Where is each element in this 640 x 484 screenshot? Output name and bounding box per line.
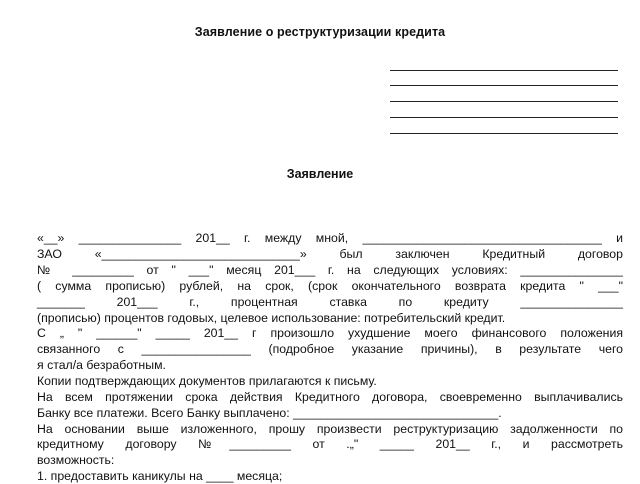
body-line: связанного с ________________ (подробное указание причины), в результате чего — [37, 342, 623, 356]
recipient-line — [390, 133, 618, 134]
document-title: Заявление о реструктуризации кредита — [194, 25, 446, 39]
body-line: возможность: — [37, 453, 115, 467]
statement-heading: Заявление — [286, 167, 354, 181]
body-line: 1. предоставить каникулы на ____ месяца; — [37, 469, 283, 483]
recipient-line — [390, 70, 618, 71]
recipient-line — [390, 85, 618, 86]
body-line: кредитному договору №_________ от .„" _____ 201__ г., и рассмотреть — [37, 437, 623, 451]
body-line: ЗАО «_____________________________» был заключен Кредитный договор — [37, 247, 623, 261]
body-line: На основании выше изложенного, прошу произвести реструктуризацию задолженности по — [37, 422, 623, 436]
body-line: ( сумма прописью) рублей, на срок, (срок окончательного возврата кредита " ___" — [37, 279, 623, 293]
body-line: (прописью) процентов годовых, целевое использование: потребительский кредит. — [37, 311, 506, 325]
body-line: Копии подтверждающих документов прилагаются к письму. — [37, 374, 377, 388]
body-line: № _________ от " ___" месяц 201___ г. на следующих условиях: _______________ — [37, 263, 623, 277]
body-line: С „ " ______" _____ 201__ г произошло ухудшение моего финансового положения — [37, 326, 623, 340]
body-line: На всем протяжении срока действия Кредитного договора, своевременно выплачивались — [37, 390, 623, 404]
body-line: Банку все платежи. Всего Банку выплачено: ______________________________. — [37, 406, 502, 420]
body-line: _______ 201___ г., процентная ставка по кредиту _______________ — [37, 295, 623, 309]
recipient-line — [390, 101, 618, 102]
recipient-line — [390, 117, 618, 118]
body-line: «__» _______________ 201__ г. между мной, ___________________________________ и — [37, 231, 623, 245]
body-line: я стал/а безработным. — [37, 358, 166, 372]
